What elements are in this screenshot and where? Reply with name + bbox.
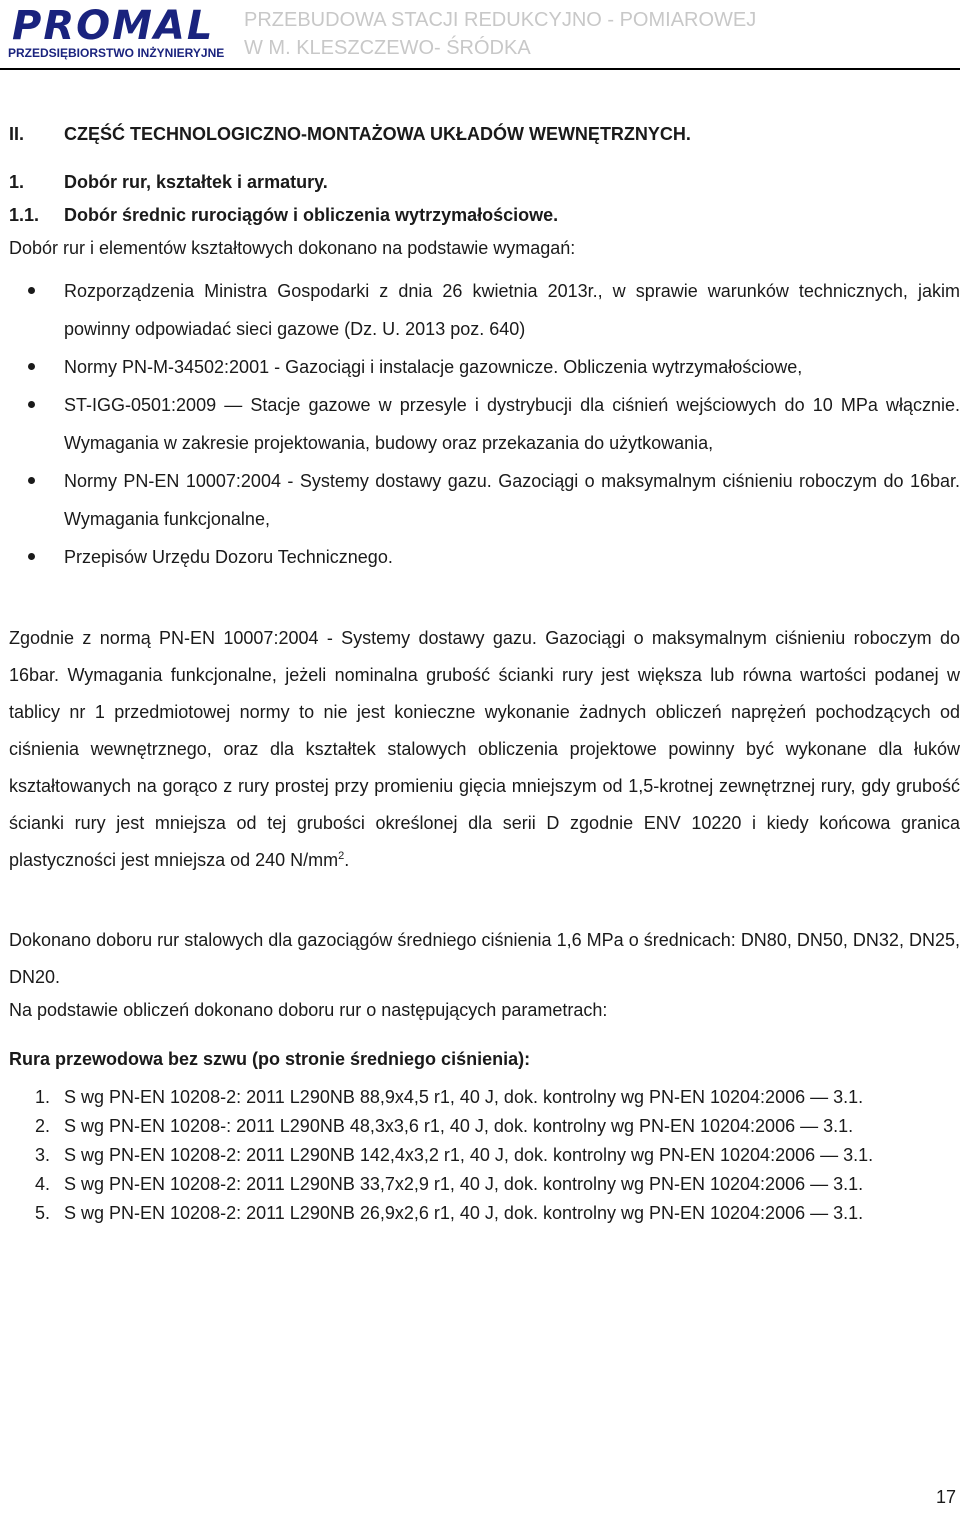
heading-number: II. [9,124,25,144]
list-item: Normy PN-EN 10007:2004 - Systemy dostawy gazu. Gazociągi o maksymalnym ciśnieniu roboczym do 16bar. Wymagania funkcjonalne, [9,462,960,538]
list-item: Normy PN-M-34502:2001 - Gazociągi i instalacje gazownicze. Obliczenia wytrzymałościowe, [9,348,960,386]
superscript: 2 [338,850,345,862]
bullet-icon [28,287,35,294]
intro-paragraph: Dobór rur i elementów kształtowych dokonano na podstawie wymagań: [9,238,576,258]
requirements-list [9,272,960,576]
heading-text: CZĘŚĆ TECHNOLOGICZNO-MONTAŻOWA UKŁADÓW WEWNĘTRZNYCH. [64,124,691,144]
header-title [244,6,756,62]
header-divider [0,68,960,70]
page-header [0,0,960,68]
list-item: Rozporządzenia Ministra Gospodarki z dnia 26 kwietnia 2013r., w sprawie warunków technicznych, jakim powinny odpowiadać sieci gazowe (Dz. U. 2013 poz. 640) [9,272,960,348]
list-item: 1. S wg PN-EN 10208-2: 2011 L290NB 88,9x4,5 r1, 40 J, dok. kontrolny wg PN-EN 10204:2006 ― 3.1. [35,1087,864,1107]
heading-number: 1.1. [9,205,40,225]
logo-subtitle: PRZEDSIĘBIORSTWO INŻYNIERYJNE [8,46,225,60]
heading-number: 1. [9,172,25,192]
logo-wordmark: PROMAL [12,3,215,49]
page-number: 17 [935,1487,956,1507]
bullet-icon [28,553,35,560]
norm-paragraph: Zgodnie z normą PN-EN 10007:2004 - Systemy dostawy gazu. Gazociągi o maksymalnym ciśnieniu roboczym do 16bar. Wymagania funkcjonalne, jeżeli nominalna grubość ścianki rury jest większa lub równa wartości podanej w tablicy nr 1 przedmiotowej normy to nie jest konieczne wykonanie żadnych obliczeń naprężeń pochodzących od ciśnienia wewnętrznego, oraz dla kształtek stalowych obliczenia projektowe powinny być wykonane dla łuków kształtowanych na gorąco z rury prostej przy promieniu gięcia mniejszym od 1,5-krotnej zewnętrznej rury, gdy grubość ścianki rury jest mniejsza od tej grubości określonej dla serii D zgodnie ENV 10220 i kiedy końcowa granica plastyczności jest mniejsza od 240 $N/mm^2$. [9,628,960,870]
list-item: 4. S wg PN-EN 10208-2: 2011 L290NB 33,7x2,9 r1, 40 J, dok. kontrolny wg PN-EN 10204:2006 ― 3.1. [35,1174,864,1194]
heading-text: Dobór rur, kształtek i armatury. [64,172,328,192]
header-title-line1: PRZEBUDOWA STACJI REDUKCYJNO - POMIAROWEJ [244,9,757,31]
list-item: 2. S wg PN-EN 10208-: 2011 L290NB 48,3x3,6 r1, 40 J, dok. kontrolny wg PN-EN 10204:2006 ― 3.1. [35,1116,854,1136]
section-heading-1 [9,168,328,196]
promal-logo [6,4,234,62]
pipe-section-title: Rura przewodowa bez szwu (po stronie średniego ciśnienia): [9,1049,531,1069]
bullet-icon [28,477,35,484]
list-item: ST-IGG-0501:2009 ― Stacje gazowe w przesyle i dystrybucji dla ciśnień wejściowych do 10 MPa włącznie. Wymagania w zakresie projektowania, budowy oraz przekazania do użytkowania, [9,386,960,462]
section-heading-1-1 [9,201,558,229]
list-item: 5. S wg PN-EN 10208-2: 2011 L290NB 26,9x2,6 r1, 40 J, dok. kontrolny wg PN-EN 10204:2006 ― 3.1. [35,1203,864,1223]
list-item: 3. S wg PN-EN 10208-2: 2011 L290NB 142,4x3,2 r1, 40 J, dok. kontrolny wg PN-EN 10204:2006 ― 3.1. [35,1145,874,1165]
selection-paragraph: Dokonano doboru rur stalowych dla gazociągów średniego ciśnienia 1,6 MPa o średnicach: DN80, DN50, DN32, DN25, DN20. [9,930,960,987]
section-heading-ii [9,120,691,148]
bullet-icon [28,401,35,408]
heading-text: Dobór średnic rurociągów i obliczenia wytrzymałościowe. [64,205,559,225]
calculation-paragraph: Na podstawie obliczeń dokonano doboru rur o następujących parametrach: [9,1000,608,1020]
header-title-line2: W M. KLESZCZEWO- ŚRÓDKA [244,37,531,59]
bullet-icon [28,363,35,370]
pipe-list [9,1083,960,1228]
list-item: Przepisów Urzędu Dozoru Technicznego. [9,538,960,576]
